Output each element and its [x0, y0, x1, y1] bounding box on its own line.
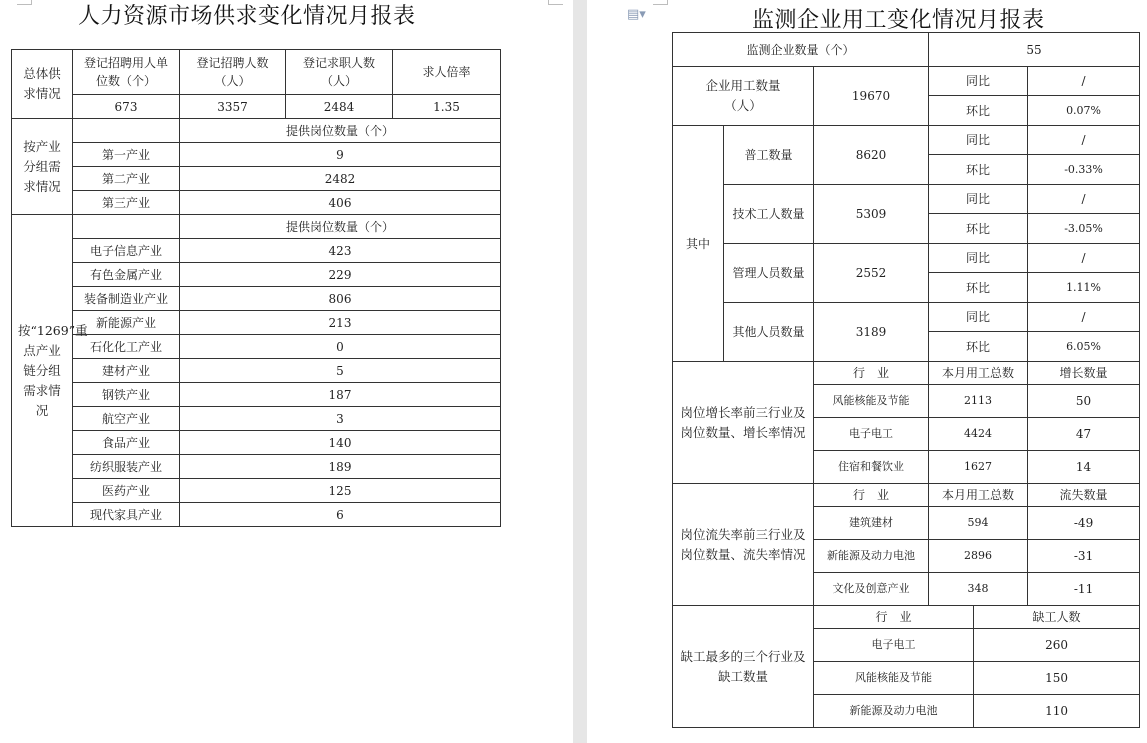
enterprise-count-value: 55 [929, 33, 1140, 67]
chain-name-cell: 医药产业 [73, 479, 180, 503]
growth-header-cell: 本月用工总数 [929, 362, 1028, 385]
chain-name-cell: 装备制造业产业 [73, 287, 180, 311]
loss-header-cell: 流失数量 [1028, 484, 1140, 507]
growth-header-cell: 行 业 [814, 362, 929, 385]
growth-header-cell: 增长数量 [1028, 362, 1140, 385]
left-page-title: 人力资源市场供求变化情况月报表 [78, 4, 416, 29]
yoy-label: 同比 [929, 126, 1028, 155]
chain-value-cell: 0 [180, 335, 501, 359]
mom-label: 环比 [929, 332, 1028, 362]
among-name-cell: 管理人员数量 [724, 244, 814, 303]
chain-name-cell: 食品产业 [73, 431, 180, 455]
chain-name-cell: 钢铁产业 [73, 383, 180, 407]
document-icon[interactable]: ▤▾ [627, 7, 646, 22]
chain-value-cell: 423 [180, 239, 501, 263]
shortage-value-cell: 260 [974, 629, 1140, 662]
yoy-label: 同比 [929, 303, 1028, 332]
mom-value: 6.05% [1028, 332, 1140, 362]
loss-total-cell: 2896 [929, 540, 1028, 573]
chain-section-label: 按“1269”重点产业链分组需求情况 [12, 215, 73, 527]
total-header-cell: 求人倍率 [393, 50, 501, 95]
enterprise-count-label: 监测企业数量（个） [673, 33, 929, 67]
growth-industry-cell: 住宿和餐饮业 [814, 451, 929, 484]
employment-label: 企业用工数量（人） [673, 67, 814, 126]
loss-header-cell: 本月用工总数 [929, 484, 1028, 507]
shortage-header-cell: 缺工人数 [974, 606, 1140, 629]
total-value-cell: 1.35 [393, 95, 501, 119]
chain-name-cell: 石化化工产业 [73, 335, 180, 359]
mom-value: -3.05% [1028, 214, 1140, 244]
yoy-value: / [1028, 303, 1140, 332]
total-value-cell: 2484 [286, 95, 393, 119]
growth-industry-cell: 电子电工 [814, 418, 929, 451]
among-label: 其中 [673, 126, 724, 362]
loss-industry-cell: 新能源及动力电池 [814, 540, 929, 573]
loss-change-cell: -49 [1028, 507, 1140, 540]
loss-header-cell: 行 业 [814, 484, 929, 507]
shortage-header-cell: 行 业 [814, 606, 974, 629]
chain-name-cell: 航空产业 [73, 407, 180, 431]
total-value-cell: 673 [73, 95, 180, 119]
total-header-cell: 登记招聘用人单位数（个） [73, 50, 180, 95]
mom-value: -0.33% [1028, 155, 1140, 185]
growth-industry-cell: 风能核能及节能 [814, 385, 929, 418]
chain-name-cell: 有色金属产业 [73, 263, 180, 287]
chain-name-cell: 现代家具产业 [73, 503, 180, 527]
page-corner-mark [653, 0, 668, 5]
mom-label: 环比 [929, 214, 1028, 244]
labor-market-table [11, 49, 501, 527]
loss-total-cell: 594 [929, 507, 1028, 540]
among-value-cell: 2552 [814, 244, 929, 303]
shortage-industry-cell: 新能源及动力电池 [814, 695, 974, 728]
page-corner-mark [548, 0, 563, 5]
enterprise-employment-table [672, 32, 1140, 728]
chain-value-cell: 140 [180, 431, 501, 455]
mom-label: 环比 [929, 96, 1028, 126]
empty-cell [73, 215, 180, 239]
yoy-value: / [1028, 185, 1140, 214]
empty-cell [73, 119, 180, 143]
mom-label: 环比 [929, 155, 1028, 185]
yoy-label: 同比 [929, 244, 1028, 273]
yoy-label: 同比 [929, 185, 1028, 214]
loss-industry-cell: 文化及创意产业 [814, 573, 929, 606]
total-header-cell: 登记求职人数（人） [286, 50, 393, 95]
growth-section-label: 岗位增长率前三行业及岗位数量、增长率情况 [673, 362, 814, 484]
chain-value-cell: 187 [180, 383, 501, 407]
chain-name-cell: 纺织服装产业 [73, 455, 180, 479]
shortage-industry-cell: 风能核能及节能 [814, 662, 974, 695]
total-value-cell: 3357 [180, 95, 286, 119]
among-name-cell: 普工数量 [724, 126, 814, 185]
shortage-section-label: 缺工最多的三个行业及缺工数量 [673, 606, 814, 728]
chain-name-cell: 电子信息产业 [73, 239, 180, 263]
shortage-value-cell: 150 [974, 662, 1140, 695]
industry-value-cell: 2482 [180, 167, 501, 191]
among-value-cell: 8620 [814, 126, 929, 185]
chain-value-cell: 6 [180, 503, 501, 527]
page-gap [573, 0, 587, 743]
chain-value-cell: 189 [180, 455, 501, 479]
chain-name-cell: 新能源产业 [73, 311, 180, 335]
loss-total-cell: 348 [929, 573, 1028, 606]
growth-total-cell: 1627 [929, 451, 1028, 484]
yoy-value: / [1028, 67, 1140, 96]
growth-total-cell: 2113 [929, 385, 1028, 418]
total-header-cell: 登记招聘人数（人） [180, 50, 286, 95]
loss-section-label: 岗位流失率前三行业及岗位数量、流失率情况 [673, 484, 814, 606]
industry-value-cell: 9 [180, 143, 501, 167]
chain-value-cell: 125 [180, 479, 501, 503]
industry-value-cell: 406 [180, 191, 501, 215]
mom-value: 0.07% [1028, 96, 1140, 126]
mom-label: 环比 [929, 273, 1028, 303]
chain-value-cell: 213 [180, 311, 501, 335]
among-name-cell: 技术工人数量 [724, 185, 814, 244]
among-value-cell: 3189 [814, 303, 929, 362]
among-value-cell: 5309 [814, 185, 929, 244]
yoy-label: 同比 [929, 67, 1028, 96]
industry-section-label: 按产业分组需求情况 [12, 119, 73, 215]
shortage-value-cell: 110 [974, 695, 1140, 728]
growth-change-cell: 47 [1028, 418, 1140, 451]
industry-name-cell: 第二产业 [73, 167, 180, 191]
yoy-value: / [1028, 126, 1140, 155]
loss-change-cell: -31 [1028, 540, 1140, 573]
chain-column-header: 提供岗位数量（个） [180, 215, 501, 239]
industry-name-cell: 第三产业 [73, 191, 180, 215]
industry-name-cell: 第一产业 [73, 143, 180, 167]
shortage-industry-cell: 电子电工 [814, 629, 974, 662]
chain-name-cell: 建材产业 [73, 359, 180, 383]
chain-value-cell: 5 [180, 359, 501, 383]
mom-value: 1.11% [1028, 273, 1140, 303]
page-corner-mark [17, 0, 32, 5]
chain-value-cell: 3 [180, 407, 501, 431]
right-page-title: 监测企业用工变化情况月报表 [752, 8, 1045, 33]
chain-value-cell: 806 [180, 287, 501, 311]
industry-column-header: 提供岗位数量（个） [180, 119, 501, 143]
growth-change-cell: 50 [1028, 385, 1140, 418]
employment-value: 19670 [814, 67, 929, 126]
total-section-label: 总体供求情况 [12, 50, 73, 119]
loss-industry-cell: 建筑建材 [814, 507, 929, 540]
growth-change-cell: 14 [1028, 451, 1140, 484]
yoy-value: / [1028, 244, 1140, 273]
chain-value-cell: 229 [180, 263, 501, 287]
growth-total-cell: 4424 [929, 418, 1028, 451]
among-name-cell: 其他人员数量 [724, 303, 814, 362]
loss-change-cell: -11 [1028, 573, 1140, 606]
